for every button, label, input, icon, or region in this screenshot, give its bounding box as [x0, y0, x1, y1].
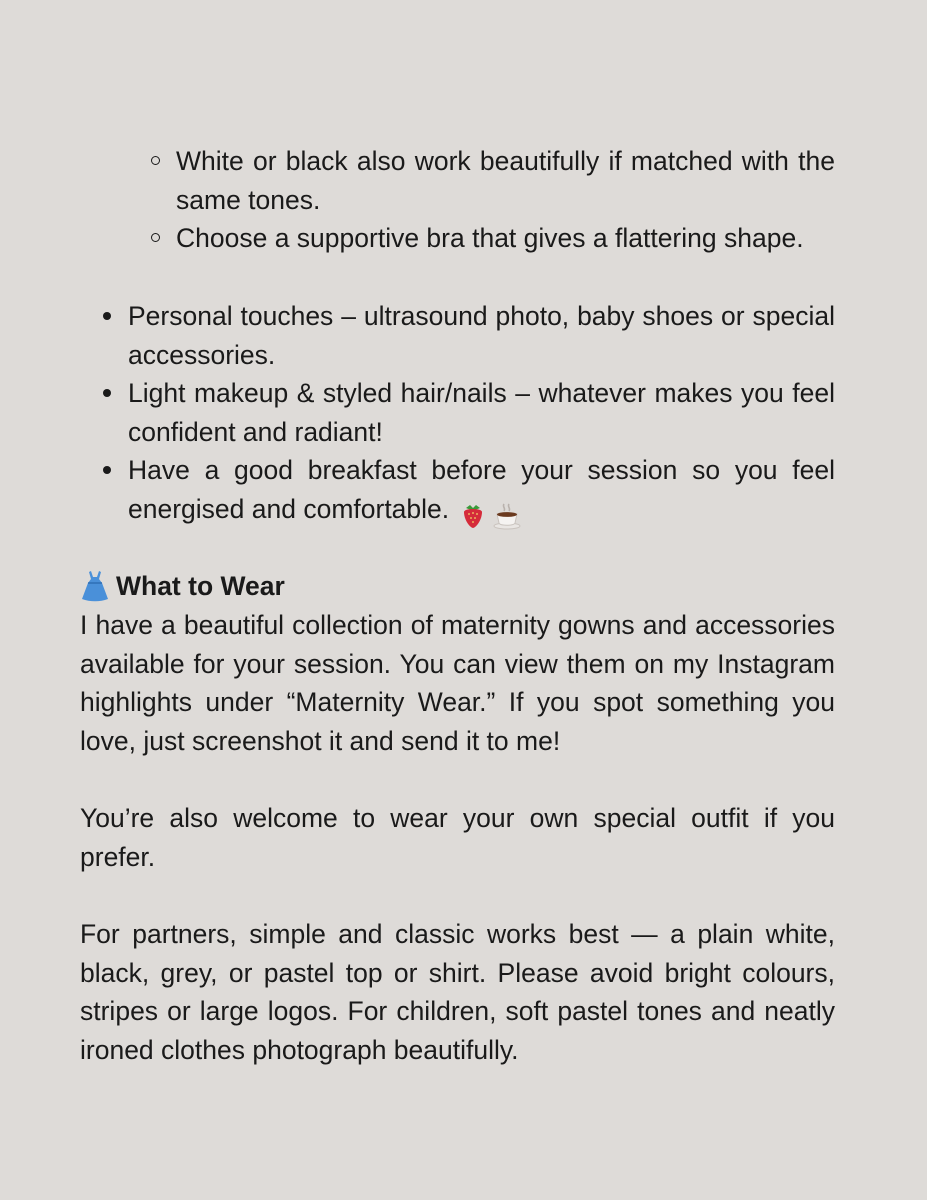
sub-list-item: [148, 142, 835, 219]
list-item: [100, 297, 835, 374]
emoji-group: [461, 495, 522, 534]
list-item-text: Light makeup & styled hair/nails – whatever makes you feel confident and radiant!: [128, 378, 835, 447]
section-heading-text: What to Wear: [116, 571, 285, 601]
sub-list-item: [148, 219, 835, 258]
strawberry-icon: [461, 502, 485, 530]
section-heading: [80, 567, 285, 606]
hollow-circle-bullet-icon: [151, 156, 160, 165]
list-item: [100, 451, 835, 533]
coffee-cup-icon: [492, 502, 522, 530]
list-item: [100, 374, 835, 451]
dress-icon: [80, 569, 110, 603]
list-item-text: Personal touches – ultrasound photo, baby shoes or special accessories.: [128, 301, 835, 370]
disc-bullet-icon: [103, 312, 111, 320]
hollow-circle-bullet-icon: [151, 233, 160, 242]
sub-list-item-text: White or black also work beautifully if matched with the same tones.: [176, 146, 835, 215]
disc-bullet-icon: [103, 466, 111, 474]
paragraph: For partners, simple and classic works best — a plain white, black, grey, or pastel top or shirt. Please avoid bright colours, stripes or large logos. For children, soft pastel tones and neatly ironed clothes photograph beautifully.: [80, 919, 835, 1065]
disc-bullet-icon: [103, 389, 111, 397]
sub-list-item-text: Choose a supportive bra that gives a flattering shape.: [176, 223, 804, 254]
sub-bullet-list: [148, 142, 835, 258]
paragraph: I have a beautiful collection of maternity gowns and accessories available for your session. You can view them on my Instagram highlights under “Maternity Wear.” If you spot something you love, just screenshot it and send it to me!: [80, 610, 835, 756]
list-item-text: Have a good breakfast before your session so you feel energised and comfortable.: [128, 455, 835, 524]
paragraph: You’re also welcome to wear your own special outfit if you prefer.: [80, 803, 835, 872]
bullet-list: [100, 297, 835, 534]
